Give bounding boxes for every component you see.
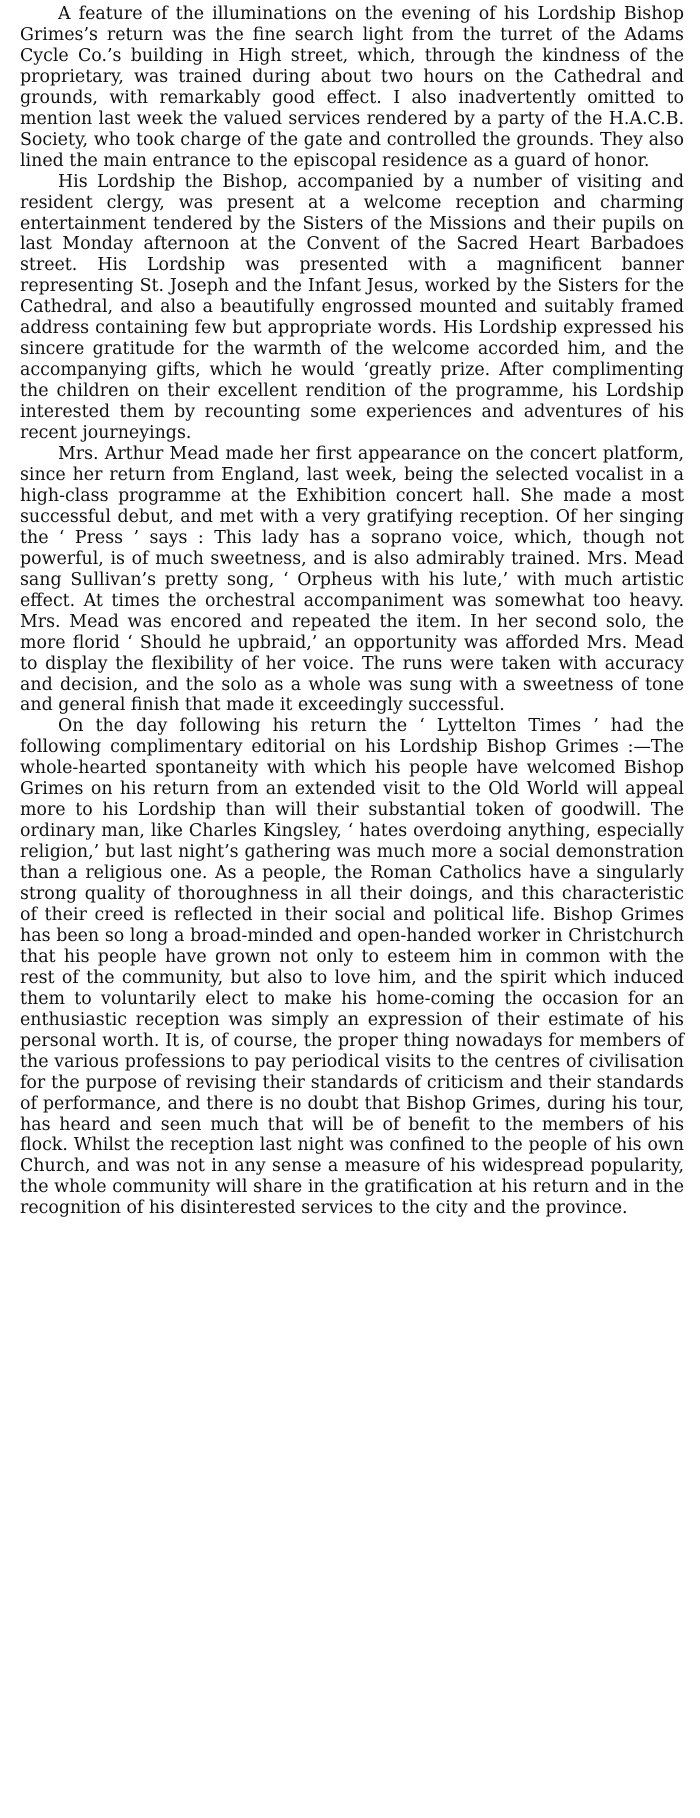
paragraph-search-light: A feature of the illuminations on the evening of his Lordship Bishop Grimes’s return was the fine search light from the turret of the Adams Cycle Co.’s building in High street, which, through the kindness of the proprietary, was trained during about two hours on the Cathedral and grounds, with remarkably good effect. I also inadvertently omitted to mention last week the valued services rendered by a party of the H.A.C.B. Society, who took charge of the gate and controlled the grounds. They also lined the main entrance to the episcopal residence as a guard of honor. [20, 4, 684, 171]
paragraph-lyttelton-times-editorial: On the day following his return the ‘ Lyttelton Times ’ had the following complimentary editorial on his Lordship Bishop Grimes :—The whole-hearted spontaneity with which his people have welcomed Bishop Grimes on his return from an extended visit to the Old World will appeal more to his Lordship than will their substantial token of goodwill. The ordinary man, like Charles Kingsley, ‘ hates overdoing anything, especially religion,’ but last night’s gathering was much more a social demonstration than a religious one. As a people, the Roman Catholics have a singularly strong quality of thoroughness in all their doings, and this characteristic of their creed is reflected in their social and political life. Bishop Grimes has been so long a broad-minded and open-handed worker in Christchurch that his people have grown not only to esteem him in common with the rest of the community, but also to love him, and the spirit which induced them to voluntarily elect to make his home-coming the occasion for an enthusiastic reception was simply an expression of their estimate of his personal worth. It is, of course, the proper thing nowadays for members of the various professions to pay periodical visits to the centres of civilisation for the purpose of revising their standards of criticism and their standards of performance, and there is no doubt that Bishop Grimes, during his tour, has heard and seen much that will be of benefit to the members of his flock. Whilst the reception last night was confined to the people of his own Church, and was not in any sense a measure of his widespread popularity, the whole community will share in the gratification at his return and in the recognition of his disinterested services to the city and the province. [20, 716, 684, 1219]
paragraph-mrs-mead-concert: Mrs. Arthur Mead made her first appearance on the concert platform, since her return from England, last week, being the selected vocalist in a high-class programme at the Exhibition concert hall. She made a most successful debut, and met with a very gratifying reception. Of her singing the ‘ Press ’ says : This lady has a soprano voice, which, though not powerful, is of much sweetness, and is also admirably trained. Mrs. Mead sang Sullivan’s pretty song, ‘ Orpheus with his lute,’ with much artistic effect. At times the orchestral accompaniment was somewhat too heavy. Mrs. Mead was encored and repeated the item. In her second solo, the more florid ‘ Should he upbraid,’ an opportunity was afforded Mrs. Mead to display the flexibility of her voice. The runs were taken with accuracy and decision, and the solo as a whole was sung with a sweetness of tone and general finish that made it exceedingly successful. [20, 444, 684, 716]
paragraph-convent-reception: His Lordship the Bishop, accompanied by a number of visiting and resident clergy, was present at a welcome reception and charming entertainment tendered by the Sisters of the Missions and their pupils on last Monday afternoon at the Convent of the Sacred Heart Barbadoes street. His Lordship was presented with a magnificent banner representing St. Joseph and the Infant Jesus, worked by the Sisters for the Cathedral, and also a beautifully engrossed mounted and suitably framed address containing few but appropriate words. His Lordship expressed his sincere gratitude for the warmth of the welcome accorded him, and the accompanying gifts, which he would ‘greatly prize. After complimenting the children on their excellent rendition of the programme, his Lordship interested them by recounting some experiences and adventures of his recent journeyings. [20, 171, 684, 444]
article-column [20, 4, 684, 1219]
